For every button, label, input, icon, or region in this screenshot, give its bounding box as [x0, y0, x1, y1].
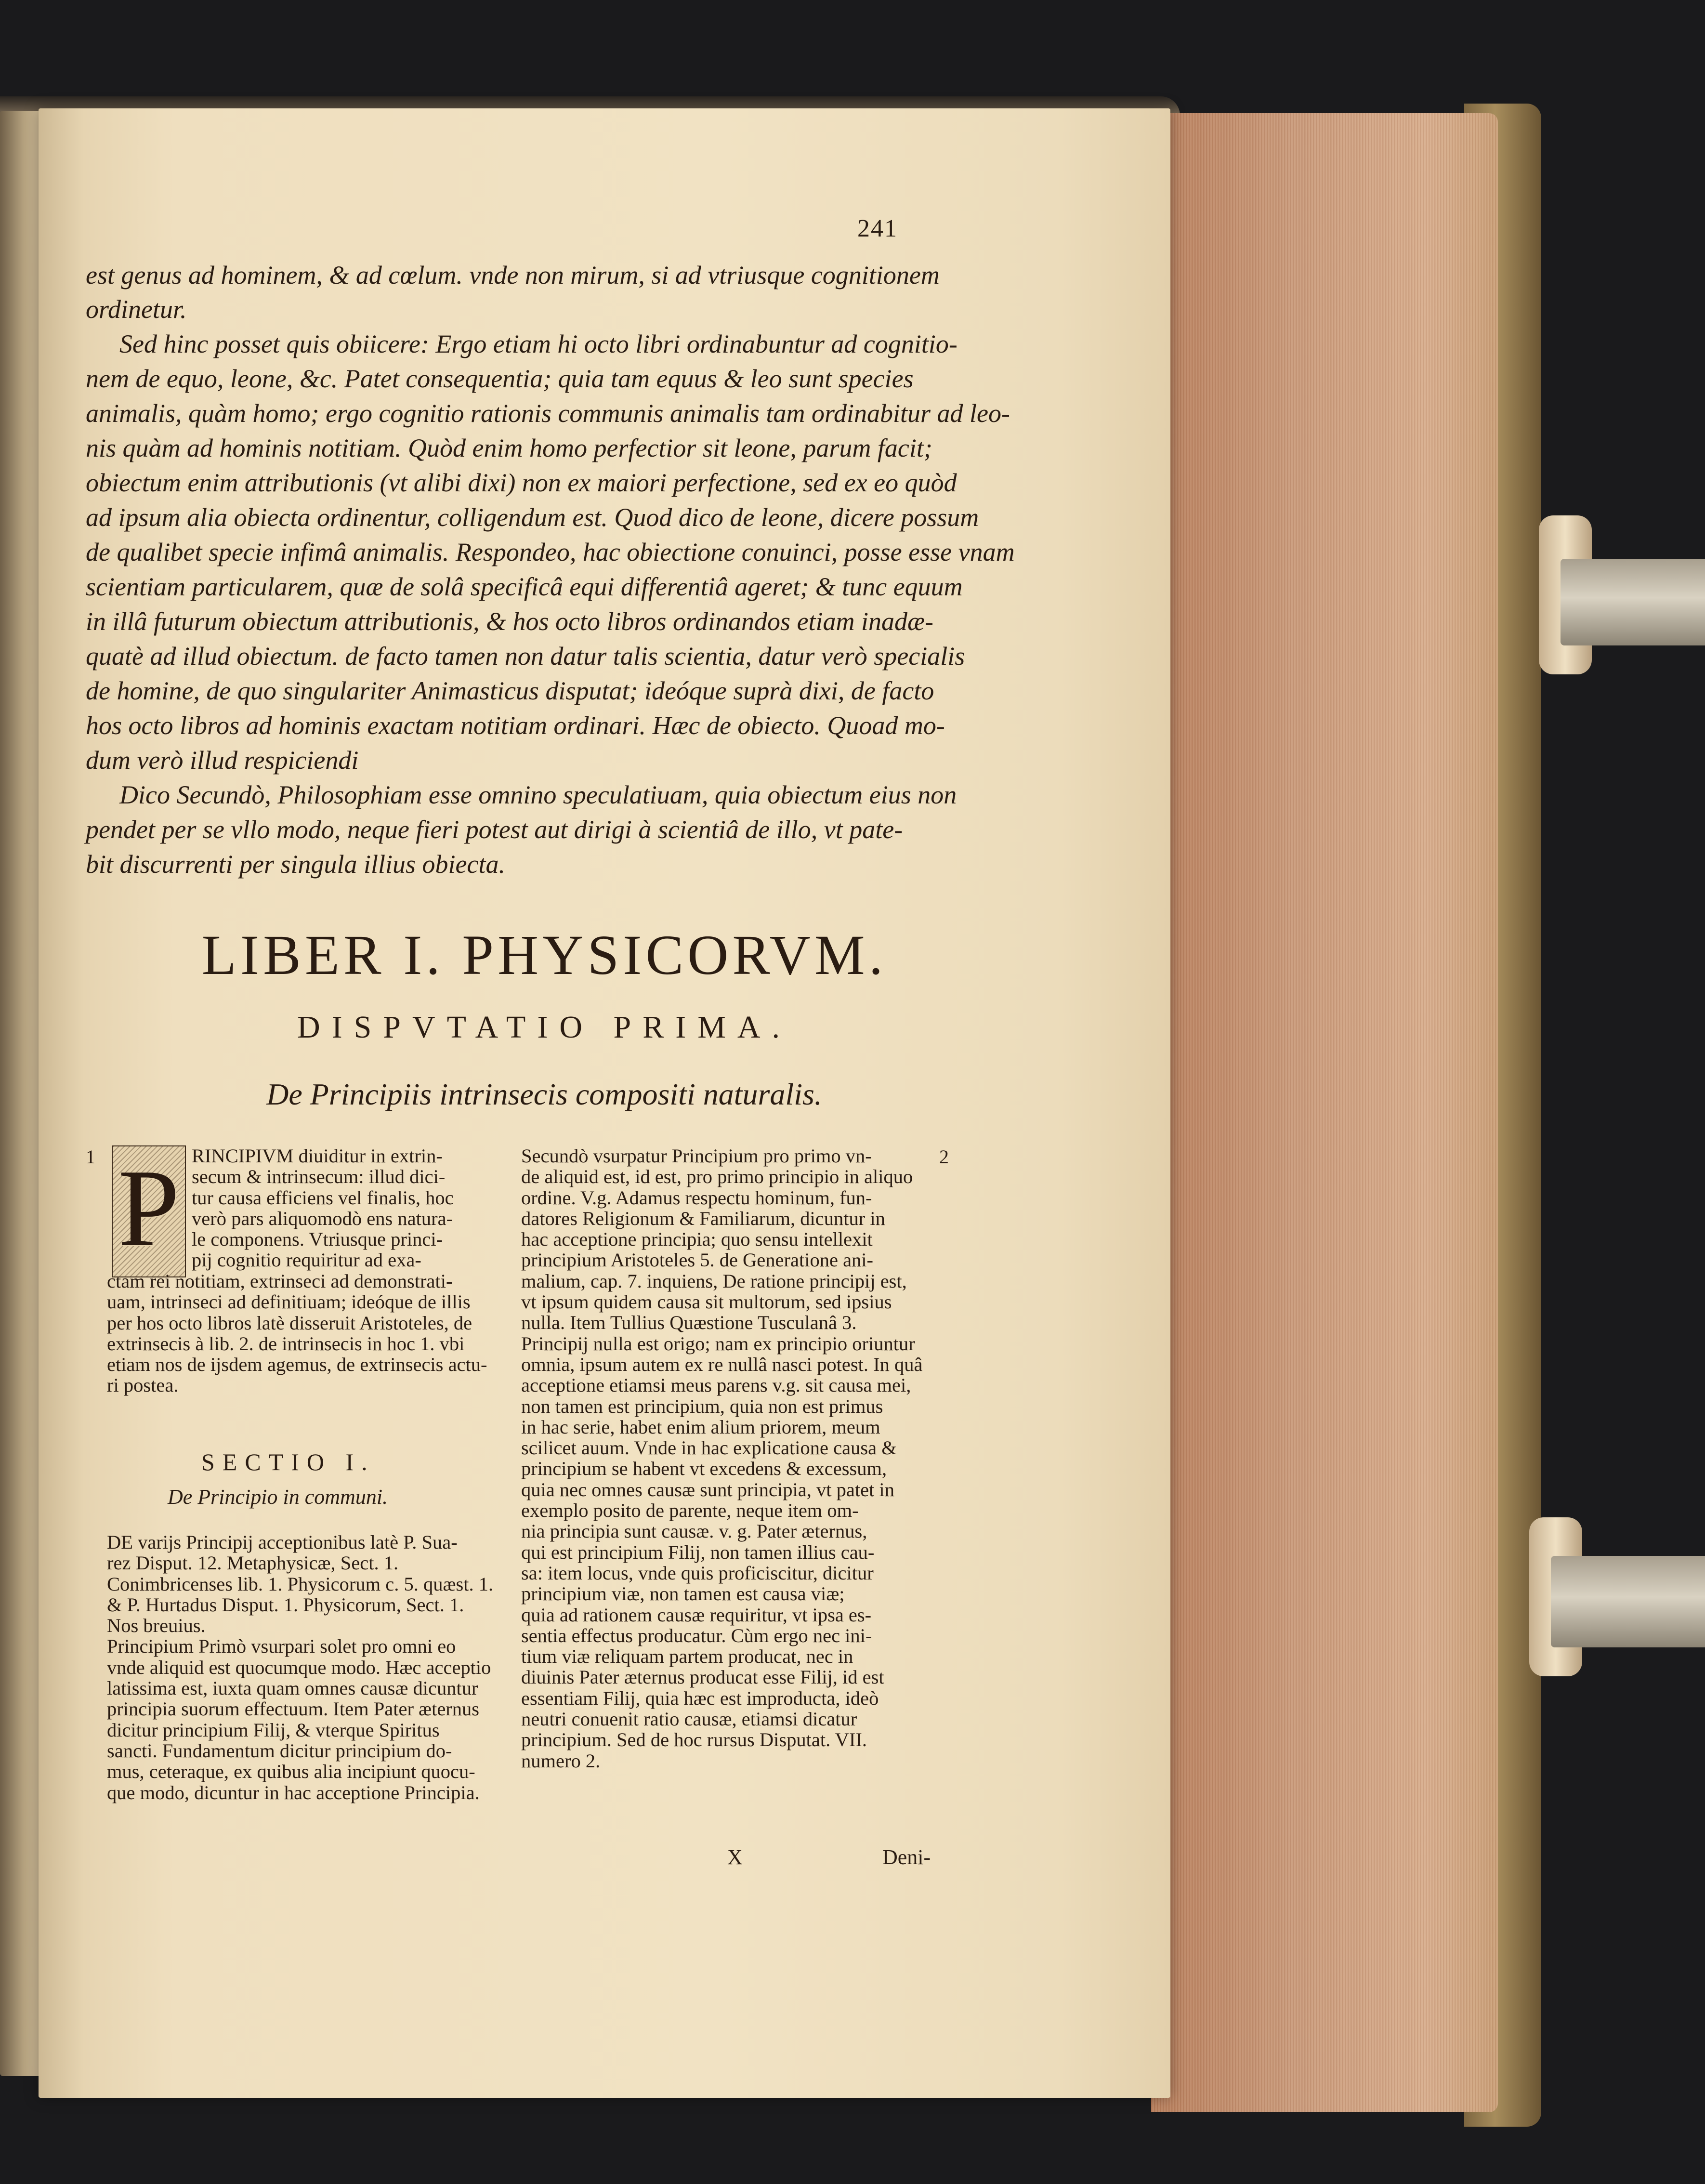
text-line: de aliquid est, id est, pro primo principio in aliquo: [521, 1166, 913, 1188]
text-line: tur causa efficiens vel finalis, hoc: [192, 1186, 454, 1209]
text-line: non tamen est principium, quia non est primus: [521, 1395, 883, 1417]
text-line: scilicet auum. Vnde in hac explicatione causa &: [521, 1437, 897, 1459]
text-line: est genus ad hominem, & ad cœlum. vnde non mirum, si ad vtriusque cognitionem: [86, 261, 940, 289]
clasp-metal-top: [1561, 559, 1705, 645]
text-line: mus, ceteraque, ex quibus alia incipiunt quocu-: [107, 1761, 475, 1783]
text-line: in hac serie, habet enim alium priorem, meum: [521, 1416, 880, 1438]
text-line: rez Disput. 12. Metaphysicæ, Sect. 1.: [107, 1552, 399, 1574]
section-subheading: De Principio in communi.: [168, 1485, 388, 1509]
left-column-intro-indented: [192, 1145, 454, 1271]
text-line: hos octo libros ad hominis exactam notitiam ordinari. Hæc de obiecto. Quoad mo-: [86, 711, 945, 740]
text-line: Nos breuius.: [107, 1615, 206, 1637]
text-line: DE varijs Principij acceptionibus latè P. Sua-: [107, 1531, 458, 1553]
text-line: de homine, de quo singulariter Animasticus disputat; ideóque suprà dixi, de facto: [86, 676, 934, 705]
margin-number: 1: [86, 1146, 95, 1168]
left-column-section: [107, 1532, 493, 1803]
text-line: nulla. Item Tullius Quæstione Tusculanâ 3.: [521, 1312, 857, 1334]
signature-mark: X: [727, 1845, 743, 1869]
text-line: vnde aliquid est quocumque modo. Hæc acceptio: [107, 1656, 491, 1678]
catchword: Deni-: [882, 1845, 931, 1869]
text-line: principium. Sed de hoc rursus Disputat. VII.: [521, 1729, 867, 1751]
text-line: essentiam Filij, quia hæc est improducta, ideò: [521, 1687, 879, 1709]
text-line: nis quàm ad hominis notitiam. Quòd enim homo perfectior sit leone, parum facit;: [86, 434, 932, 462]
text-line: Dico Secundò, Philosophiam esse omnino speculatiuam, quia obiectum eius non: [119, 780, 957, 809]
text-line: uam, intrinseci ad definitiuam; ideóque de illis: [107, 1291, 471, 1313]
text-line: RINCIPIVM diuiditur in extrin-: [192, 1145, 443, 1167]
text-line: quatè ad illud obiectum. de facto tamen non datur talis scientia, datur verò specialis: [86, 642, 965, 671]
text-line: in illâ futurum obiectum attributionis, & hos octo libros ordinandos etiam inadæ-: [86, 607, 934, 636]
right-column: [521, 1145, 922, 1771]
text-line: hac acceptione principia; quo sensu intellexit: [521, 1228, 873, 1250]
text-line: scientiam particularem, quæ de solâ specificâ equi differentiâ ageret; & tunc equum: [86, 572, 963, 601]
text-line: ad ipsum alia obiecta ordinentur, colligendum est. Quod dico de leone, dicere possum: [86, 503, 979, 532]
text-line: tium viæ reliquam partem producat, nec in: [521, 1645, 853, 1668]
text-line: etiam nos de ijsdem agemus, de extrinsecis actu-: [107, 1354, 487, 1376]
text-line: neutri conuenit ratio causæ, etiamsi dicatur: [521, 1708, 857, 1730]
text-line: principia suorum effectuum. Item Pater æternus: [107, 1698, 480, 1720]
text-line: de qualibet specie infimâ animalis. Respondeo, hac obiectione conuinci, posse esse vnam: [86, 538, 1015, 566]
text-line: vt ipsum quidem causa sit multorum, sed ipsius: [521, 1291, 892, 1313]
text-line: Principium Primò vsurpari solet pro omni eo: [107, 1635, 456, 1658]
text-line: obiectum enim attributionis (vt alibi dixi) non ex maiori perfectione, sed ex eo quòd: [86, 468, 957, 497]
text-line: dicitur principium Filij, & vterque Spiritus: [107, 1719, 440, 1741]
book-title: LIBER I. PHYSICORVM.: [201, 923, 887, 987]
text-line: Conimbricenses lib. 1. Physicorum c. 5. quæst. 1.: [107, 1573, 494, 1595]
text-line: nem de equo, leone, &c. Patet consequentia; quia tam equus & leo sunt species: [86, 364, 914, 393]
drop-cap-letter: P: [118, 1146, 180, 1269]
text-line: verò pars aliquomodò ens natura-: [192, 1207, 453, 1229]
text-line: ordine. V.g. Adamus respectu hominum, fun-: [521, 1186, 872, 1209]
text-line: quia ad rationem causæ requiritur, vt ipsa es-: [521, 1604, 872, 1626]
text-line: per hos octo libros latè disseruit Aristoteles, de: [107, 1312, 472, 1334]
text-line: pendet per se vllo modo, neque fieri potest aut dirigi à scientiâ de illo, vt pate-: [86, 815, 903, 844]
clasp-metal-bottom: [1551, 1556, 1705, 1647]
text-line: secum & intrinsecum: illud dici-: [192, 1166, 446, 1188]
text-line: quia nec omnes causæ sunt principia, vt patet in: [521, 1478, 894, 1500]
text-line: acceptione etiamsi meus parens v.g. sit causa mei,: [521, 1374, 911, 1396]
text-line: ctam rei notitiam, extrinseci ad demonstrati-: [107, 1270, 453, 1292]
drop-cap: [112, 1145, 186, 1277]
text-line: animalis, quàm homo; ergo cognitio rationis communis animalis tam ordinabitur ad leo-: [86, 399, 1010, 428]
text-line: bit discurrenti per singula illius obiecta.: [86, 850, 505, 879]
text-line: exemplo posito de parente, neque item om-: [521, 1500, 859, 1522]
text-line: Principij nulla est origo; nam ex principio oriuntur: [521, 1332, 915, 1355]
text-line: latissima est, iuxta quam omnes causæ dicuntur: [107, 1677, 478, 1699]
text-line: & P. Hurtadus Disput. 1. Physicorum, Sect. 1.: [107, 1593, 464, 1616]
text-line: ordinetur.: [86, 295, 187, 324]
text-line: Sed hinc posset quis obiicere: Ergo etiam hi octo libri ordinabuntur ad cognitio-: [119, 329, 957, 358]
disputation-title: DISPVTATIO PRIMA.: [297, 1010, 792, 1045]
left-column-intro: [107, 1271, 487, 1396]
text-line: nia principia sunt causæ. v. g. Pater æternus,: [521, 1520, 867, 1542]
text-line: dum verò illud respiciendi: [86, 746, 359, 775]
text-line: numero 2.: [521, 1750, 601, 1772]
text-line: malium, cap. 7. inquiens, De ratione principij est,: [521, 1270, 907, 1292]
text-line: que modo, dicuntur in hac acceptione Principia.: [107, 1781, 480, 1803]
text-line: datores Religionum & Familiarum, dicuntur in: [521, 1207, 885, 1229]
text-line: diuinis Pater æternus producat esse Filij, id est: [521, 1666, 884, 1688]
text-line: sa: item locus, vnde quis proficiscitur, dicitur: [521, 1562, 874, 1584]
text-line: Secundò vsurpatur Principium pro primo vn-: [521, 1145, 872, 1167]
section-heading: SECTIO I.: [201, 1448, 375, 1475]
subject-title: De Principiis intrinsecis compositi naturalis.: [266, 1077, 822, 1111]
page-number: 241: [857, 215, 898, 242]
text-line: omnia, ipsum autem ex re nullâ nasci potest. In quâ: [521, 1353, 923, 1375]
text-line: sancti. Fundamentum dicitur principium do-: [107, 1739, 452, 1762]
text-line: qui est principium Filij, non tamen illius cau-: [521, 1541, 875, 1563]
page-stack-fore-edge: [1151, 113, 1498, 2112]
text-line: sentia effectus producatur. Cùm ergo nec ini-: [521, 1624, 872, 1646]
text-line: pij cognitio requiritur ad exa-: [192, 1249, 421, 1271]
text-line: principium Aristoteles 5. de Generatione ani-: [521, 1249, 874, 1271]
text-line: principium se habent vt excedens & excessum,: [521, 1458, 887, 1480]
text-line: extrinsecis à lib. 2. de intrinsecis in hoc 1. vbi: [107, 1332, 465, 1355]
margin-number: 2: [939, 1146, 949, 1168]
text-line: le componens. Vtriusque princi-: [192, 1228, 443, 1250]
text-line: ri postea.: [107, 1374, 179, 1396]
text-line: principium viæ, non tamen est causa viæ;: [521, 1583, 845, 1605]
